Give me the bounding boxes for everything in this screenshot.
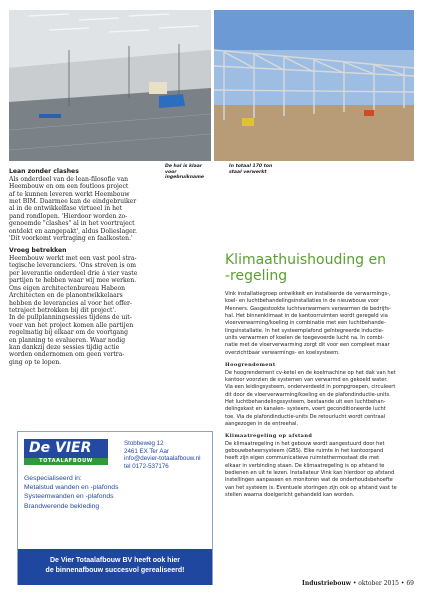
advertisement-de-vier bbox=[17, 431, 213, 585]
banner-line-1: De Vier Totaalafbouw BV heeft ook hier bbox=[49, 557, 181, 564]
footer-bullet: • bbox=[400, 580, 407, 587]
footer-date: oktober 2015 bbox=[358, 580, 399, 587]
logo-brand-text: De VIER bbox=[24, 439, 108, 458]
article-right-column bbox=[225, 252, 419, 499]
de-vier-logo bbox=[24, 439, 108, 465]
address-street: Stobbeweg 12 bbox=[124, 440, 164, 447]
service-item: Brandwerende bekleding bbox=[24, 502, 100, 510]
body-klimaatregeling: De klimaatregeling in het gebouw wordt aangestuurd door het gebouwbeheersysteem (GBS). Elke ruimte in het kantoorpand heeft zijn eigen communicatieve ruimtethermostaat die met elkaar in verbinding staan. De klimaatregeling is op afstand te bedienen en uit te lezen. Installateur Vink kan hierdoor op afstand instellingen aanpassen en monitoren wat de onderhoudsbehoefte van het systeem is. Eventuele storingen zijn ook op afstand vast te stellen waarna doelgericht gehandeld kan worden. bbox=[225, 440, 397, 499]
subheading-hoogrendement: Hoogrendement bbox=[225, 362, 276, 369]
article-intro: Vink installatiegroep ontwikkelt en installeerde de verwarmings-, koel- en luchtbehandelingsinstallaties in de nieuwbouw voor Menners. Gasgestookte luchtverwarmers verwarmen de bedrijfs- hal. Het binnenklimaat in de kantoorruimten wordt geregeld via vloerverwarming/koeling in combinatie met een luchtbehande- lingsinstallatie. In het systeemplafond geïntegreerde inductie- units verwarmen of koelen de toegevoerde lucht na. In combi- natie met de vloerverwarming zorgt dit voor een compleet maar overzichtbaar verwarmings- en koelsysteem. bbox=[225, 291, 391, 356]
section-body-vroeg: Heembouw werkt met een vast pool stra- tegische leveranciers. 'Ons streven is om per leverantie onderdeel drie á vier vaste partijen te hebben waar wij mee werken. Ons eigen architectenbureau Habeon Architecten en de planontwikkelaars hebben de leverancies al voor het offer- tetraject betrokken bij dit project'. In de pullplanningsessies tijdens de uit- voer van het project komen alle partijen regelmatig bij elkaar om de voortgang en planning te evalueren. Waar nodig kan dankzij deze sessies tijdig actie worden ondernomen om geen vertra- ging op te lopen. bbox=[9, 255, 138, 366]
article-left-column bbox=[9, 168, 155, 366]
section-heading-lean: Lean zonder clashes bbox=[9, 168, 79, 175]
service-item: Systeemwanden en -plafonds bbox=[24, 493, 114, 501]
body-hoogrendement: De hoogrendement cv-ketel en de koelmachine op het dak van het kantoor voorzien de systemen van verwarmd en gekoeld water. Via een leidingsysteem, onderverdeeld in pompgroepen, circuleert dit door de vloerverwarming/koeling en de plafondinductie-units. Het luchtbehandelingssysteem, bestaande uit een luchtbehan- delingskast en kanalen- systeem, voert geconditioneerde lucht toe. Via de plafondinductie-units De retourlucht wordt centraal aangezogen in de entreehal. bbox=[225, 369, 396, 427]
ad-address-block bbox=[124, 440, 212, 470]
logo-tagline: TOTAALAFBOUW bbox=[24, 458, 108, 465]
subheading-klimaatregeling: Klimaatregeling op afstand bbox=[225, 433, 313, 440]
address-phone: tel 0172-537176 bbox=[124, 462, 169, 470]
services-heading: Gespecialiseerd in: bbox=[24, 475, 82, 482]
banner-line-2: de binnenafbouw succesvol gerealiseerd! bbox=[45, 567, 185, 574]
steel-frame-photo bbox=[214, 10, 414, 161]
section-body-lean: Als onderdeel van de lean-filosofie van Heembouw en om een foutloos project af te kunnen leveren werkt Heembouw met BIM. Daarmee kan de eindgebruiker al in de ontwikkelfase virtueel in het pand rondlopen. 'Hierdoor worden zo- genoemde "clashes" al in het voortraject ontdekt en aangepakt', aldus Dolieslager. 'Dit voorkomt vertraging en faalkosten.' bbox=[9, 175, 137, 242]
footer-bullet: • bbox=[352, 580, 359, 587]
hall-interior-illustration bbox=[9, 10, 211, 161]
ad-services-list bbox=[24, 474, 210, 511]
address-city: 2461 EX Ter Aar bbox=[124, 447, 169, 455]
footer-page-number: 69 bbox=[406, 580, 414, 587]
photo-caption-left: De hal is klaar voor ingebruikname bbox=[165, 164, 204, 181]
steel-frame-illustration bbox=[214, 10, 414, 161]
ad-banner bbox=[18, 549, 212, 585]
hall-interior-photo bbox=[9, 10, 211, 161]
page-footer bbox=[302, 580, 414, 587]
service-item: Metalstud wanden en -plafonds bbox=[24, 484, 119, 492]
address-email: info@devier-totaalafbouw.nl bbox=[124, 455, 201, 463]
article-title: Klimaathuishouding en -regeling bbox=[225, 252, 386, 284]
section-heading-vroeg: Vroeg betrekken bbox=[9, 247, 67, 255]
photo-caption-right: In totaal 170 ton staal verwerkt bbox=[229, 164, 273, 175]
footer-magazine: Industriebouw bbox=[302, 580, 351, 587]
